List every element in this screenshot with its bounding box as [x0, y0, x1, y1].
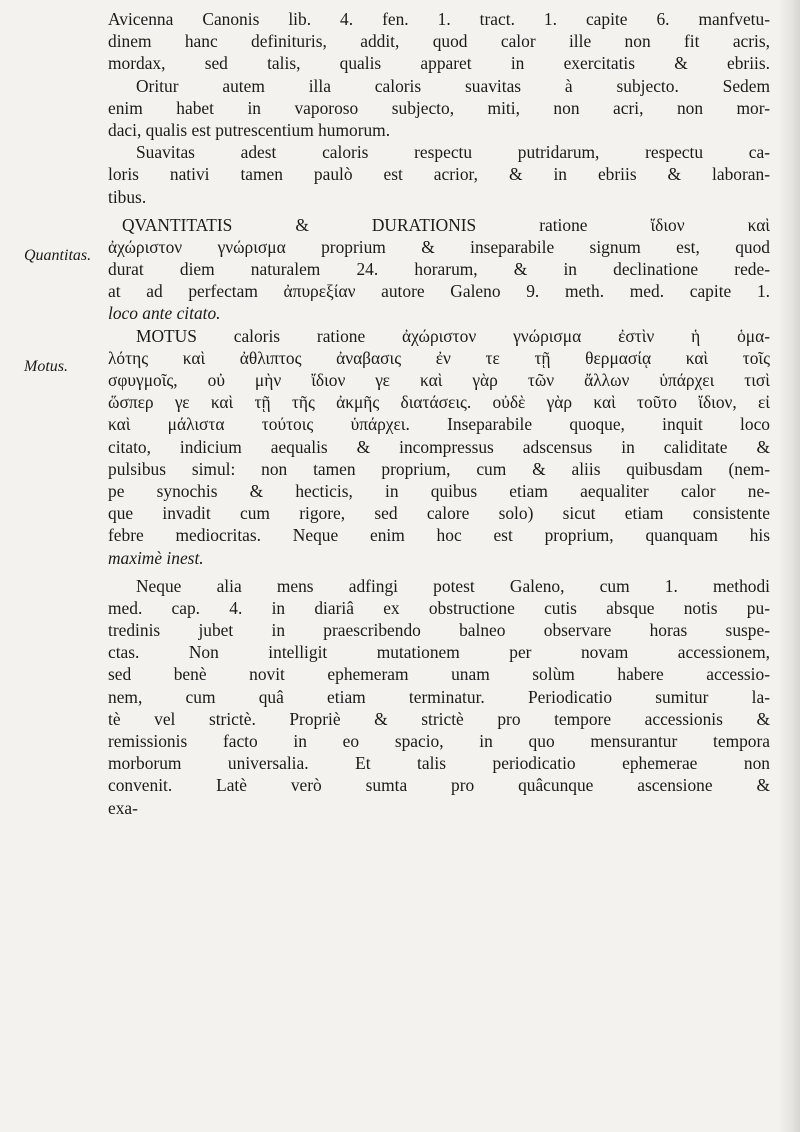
- text-line: pe synochis & hecticis, in quibus etiam aequaliter calor ne-: [108, 480, 770, 501]
- text-line: citato, indicium aequalis & incompressus adscensus in caliditate &: [108, 436, 770, 457]
- text-line: mordax, sed talis, qualis apparet in exercitatis & ebriis.: [108, 53, 770, 74]
- text-line: ὥσπερ γε καὶ τῇ τῆς ἀκμῆς διατάσεις. οὐδὲ γὰρ καὶ τοῦτο ἴδιον, εἰ: [108, 392, 770, 413]
- text-line: Oritur autem illa caloris suavitas à subjecto. Sedem: [136, 75, 770, 96]
- text-line: tè vel strictè. Propriè & strictè pro tempore accessionis &: [108, 708, 770, 729]
- text-line: MOTUS caloris ratione ἀχώριστον γνώρισμα ἐστὶν ἡ ὁμα-: [136, 325, 770, 346]
- margin-note-quantitas: Quantitas.: [24, 247, 92, 264]
- text-line: durat diem naturalem 24. horarum, & in declinatione rede-: [108, 259, 770, 280]
- text-line: maximè inest.: [108, 547, 204, 568]
- text-line: ctas. Non intelligit mutationem per novam accessionem,: [108, 642, 770, 663]
- text-line: tibus.: [108, 186, 147, 207]
- text-line: Avicenna Canonis lib. 4. fen. 1. tract. 1. capite 6. manfvetu-: [108, 9, 770, 29]
- text-line: febre mediocritas. Neque enim hoc est proprium, quanquam his: [108, 525, 770, 546]
- text-line: sed benè novit ephemeram unam solùm habere accessio-: [108, 664, 770, 685]
- text-line: pulsibus simul: non tamen proprium, cum & aliis quibusdam (nem-: [108, 458, 770, 479]
- text-line: ἀχώριστον γνώρισμα proprium & inseparabile signum est, quod: [108, 236, 770, 257]
- text-line: remissionis facto in eo spacio, in quo mensurantur tempora: [108, 731, 770, 751]
- text-line: tredinis jubet in praescribendo balneo observare horas suspe-: [108, 620, 770, 641]
- text-line: καὶ μάλιστα τούτοις ὑπάρχει. Inseparabile quoque, inquit loco: [108, 414, 770, 435]
- text-line: at ad perfectam ἀπυρεξίαν autore Galeno 9. meth. med. capite 1.: [108, 281, 770, 302]
- text-line: enim habet in vaporoso subjecto, miti, non acri, non mor-: [108, 97, 770, 118]
- text-line: morborum universalia. Et talis periodicatio ephemerae non: [108, 753, 770, 774]
- text-line: dinem hanc definituris, addit, quod calor ille non fit acris,: [108, 31, 770, 52]
- text-line: QVANTITATIS & DURATIONIS ratione ἴδιον καὶ: [122, 214, 770, 235]
- body-text: [108, 8, 770, 819]
- text-line: convenit. Latè verò sumta pro quâcunque ascensione &: [108, 775, 770, 796]
- page-edge-shadow: [778, 0, 800, 1132]
- text-line: daci, qualis est putrescentium humorum.: [108, 119, 391, 140]
- catchword: exa-: [108, 797, 138, 818]
- text-line: nem, cum quâ etiam terminatur. Periodicatio sumitur la-: [108, 686, 770, 707]
- margin-note-motus: Motus.: [24, 358, 68, 375]
- text-line: que invadit cum rigore, sed calore solo) sicut etiam consistente: [108, 503, 770, 524]
- text-line: med. cap. 4. in diariâ ex obstructione cutis absque notis pu-: [108, 597, 770, 618]
- text-line: Suavitas adest caloris respectu putridarum, respectu ca-: [136, 142, 770, 163]
- text-line: λότης καὶ ἀθλιπτος ἀναβασις ἐν τε τῇ θερμασίᾳ καὶ τοῖς: [108, 347, 770, 368]
- text-line: loco ante citato.: [108, 303, 221, 324]
- text-line: loris nativi tamen paulò est acrior, & in ebriis & laboran-: [108, 164, 770, 185]
- text-line: Neque alia mens adfingi potest Galeno, cum 1. methodi: [136, 575, 770, 596]
- text-line: σφυγμοῖς, οὐ μὴν ἴδιον γε καὶ γὰρ τῶν ἄλλων ὑπάρχει τισὶ: [108, 370, 770, 390]
